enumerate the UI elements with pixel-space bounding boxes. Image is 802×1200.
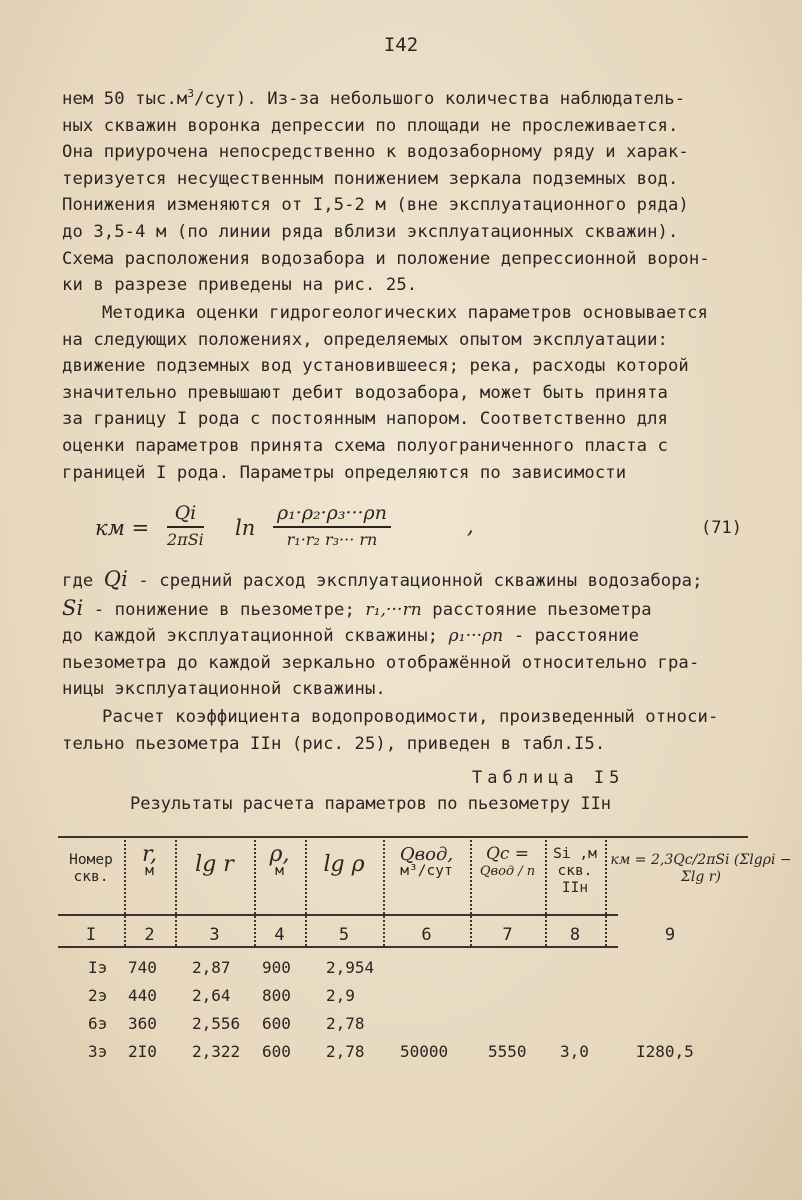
table-cell: 2,78 bbox=[326, 1014, 365, 1033]
table-cell: 360 bbox=[128, 1014, 157, 1033]
paragraph-2 bbox=[62, 300, 752, 486]
header-symbol: Qвод, bbox=[399, 844, 454, 865]
text-line: ных скважин воронка депрессии по площади не прослеживается. bbox=[62, 115, 679, 136]
index-cell: 8 bbox=[569, 925, 581, 945]
table-cell: 2,322 bbox=[192, 1042, 241, 1061]
table-top-rule bbox=[58, 836, 748, 838]
table-cell: 600 bbox=[262, 1042, 291, 1061]
text-span: до каждой эксплуатационной скважины; bbox=[62, 626, 449, 647]
index-cell: 6 bbox=[421, 925, 432, 945]
index-cell: 5 bbox=[338, 925, 350, 945]
table-cell: 6э bbox=[88, 1014, 108, 1033]
table-cell: 5550 bbox=[488, 1042, 527, 1061]
symbol-rho: ρ₁···ρn bbox=[448, 626, 504, 647]
text-span: /сут). Из-за небольшого количества наблюдатель- bbox=[194, 89, 686, 109]
index-cell: I bbox=[85, 925, 97, 945]
table-header-rule bbox=[58, 914, 618, 916]
text-line: Она приурочена непосредственно к водозаборному ряду и харак- bbox=[62, 142, 689, 163]
table-cell: 2,78 bbox=[326, 1042, 365, 1061]
superscript: 3 bbox=[187, 87, 195, 100]
formula-fraction bbox=[273, 502, 391, 549]
table-index-rule bbox=[58, 946, 618, 948]
table-cell: 2,64 bbox=[192, 986, 231, 1005]
header-unit: м³/сут bbox=[400, 863, 453, 879]
table-cell: 2,87 bbox=[192, 958, 231, 977]
paragraph-3 bbox=[62, 704, 752, 757]
table-cell: 2э bbox=[88, 986, 108, 1005]
formula-coefficient bbox=[167, 502, 204, 549]
text-line: Схема расположения водозабора и положение депрессионной ворон- bbox=[62, 248, 710, 269]
page-number: I42 bbox=[383, 34, 419, 56]
text-line: за границу I рода с постоянным напором. Соответственно для bbox=[62, 409, 668, 430]
table-cell: 2,556 bbox=[192, 1014, 241, 1033]
header-symbol: r, bbox=[141, 842, 158, 867]
header-unit: м bbox=[145, 863, 154, 879]
header-symbol: lg ρ bbox=[323, 852, 365, 877]
header-si bbox=[545, 846, 605, 897]
table-cell: 600 bbox=[262, 1014, 291, 1033]
header-symbol: Qвод / n bbox=[479, 864, 536, 879]
text-line: ки в разрезе приведены на рис. 25. bbox=[62, 275, 418, 296]
symbol-q: Qi bbox=[103, 567, 128, 591]
text-line: ницы эксплуатационной скважины. bbox=[62, 679, 386, 700]
coef-denominator: 2πSi bbox=[167, 530, 204, 549]
text-span: - понижение в пьезометре; bbox=[83, 599, 366, 620]
text-line: движение подземных вод установившееся; река, расходы которой bbox=[62, 356, 689, 377]
table-cell: 440 bbox=[128, 986, 157, 1005]
formula-denominator: r₁·r₂ r₃··· rn bbox=[286, 530, 378, 549]
index-cell: 4 bbox=[274, 925, 285, 945]
header-unit: м bbox=[275, 863, 284, 879]
table-cell: 2I0 bbox=[128, 1042, 157, 1061]
text-line: границей I рода. Параметры определяются по зависимости bbox=[62, 462, 627, 483]
text-line: Понижения изменяются от I,5-2 м (вне эксплуатационного ряда) bbox=[62, 195, 689, 216]
header-text: Номер bbox=[69, 852, 113, 868]
formula-71 bbox=[95, 502, 750, 562]
table-cell: 3э bbox=[88, 1042, 108, 1061]
header-symbol: ρ, bbox=[269, 842, 290, 867]
header-text: Si ,м bbox=[553, 846, 597, 862]
header-well-number bbox=[58, 852, 124, 886]
formula-numerator: ρ₁·ρ₂·ρ₃···ρn bbox=[273, 502, 391, 528]
text-line: на следующих положениях, определяемых опытом эксплуатации: bbox=[62, 329, 668, 350]
text-line: теризуется несущественным понижением зеркала подземных вод. bbox=[62, 168, 679, 189]
formula-ln: ln bbox=[235, 516, 256, 540]
header-rho bbox=[254, 842, 305, 880]
index-cell: 2 bbox=[144, 925, 155, 945]
header-lg-r bbox=[175, 852, 254, 877]
equation-number: (71) bbox=[701, 518, 742, 538]
index-cell: 7 bbox=[502, 925, 513, 945]
text-line: Расчет коэффициента водопроводимости, произведенный относи- bbox=[102, 707, 719, 727]
table-caption: Результаты расчета параметров по пьезометру IIн bbox=[130, 794, 612, 814]
index-cell: 9 bbox=[664, 925, 676, 945]
table-cell: 740 bbox=[128, 958, 157, 977]
symbol-s: Si bbox=[62, 595, 84, 620]
header-text: IIн bbox=[561, 880, 589, 896]
header-qc bbox=[470, 846, 545, 880]
text-line bbox=[62, 86, 752, 113]
text-line: до 3,5-4 м (по линии ряда вблизи эксплуатационных скважин). bbox=[62, 221, 679, 242]
text-line bbox=[62, 623, 752, 650]
header-lg-rho bbox=[305, 852, 383, 877]
text-span: расстояние пьезометра bbox=[421, 599, 652, 620]
text-line: Методика оценки гидрогеологических параметров основывается bbox=[102, 303, 708, 323]
table-cell: I280,5 bbox=[636, 1042, 694, 1061]
paragraph-1 bbox=[62, 86, 752, 299]
formula-comma: , bbox=[467, 514, 474, 538]
table-cell: 800 bbox=[262, 986, 291, 1005]
text-line bbox=[62, 566, 752, 595]
header-q-water bbox=[383, 846, 470, 880]
text-line: значительно превышают дебит водозабора, может быть принята bbox=[62, 382, 668, 403]
text-line: оценки параметров принята схема полуограниченного пласта с bbox=[62, 435, 668, 456]
text-line bbox=[62, 595, 752, 624]
symbol-r: r₁,···rn bbox=[365, 599, 422, 620]
formula-lhs: км = bbox=[95, 516, 150, 540]
text-span: - средний расход эксплуатационной скважины водозабора; bbox=[127, 571, 703, 591]
header-km-formula: км = 2,3Qc/2πSi (Σlgρi − Σlg r) bbox=[610, 852, 792, 885]
where-clause bbox=[62, 566, 752, 703]
header-r bbox=[124, 842, 175, 880]
header-symbol: lg r bbox=[195, 852, 234, 877]
text-span: - расстояние bbox=[503, 626, 640, 647]
text-span: где bbox=[62, 571, 104, 591]
header-text: скв. bbox=[73, 869, 109, 885]
table-title: Таблица I5 bbox=[472, 768, 625, 788]
table-cell: 50000 bbox=[400, 1042, 449, 1061]
table-cell: 2,954 bbox=[326, 958, 375, 977]
text-line: тельно пьезометра IIн (рис. 25), приведен в табл.I5. bbox=[62, 733, 606, 754]
coef-numerator: Qi bbox=[167, 502, 204, 528]
text-span: нем 50 тыс.м bbox=[62, 89, 188, 109]
header-text: скв. bbox=[557, 863, 593, 879]
header-symbol: Qc = bbox=[485, 844, 530, 864]
index-cell: 3 bbox=[209, 925, 220, 945]
table-cell: 3,0 bbox=[560, 1042, 589, 1061]
table-cell: 2,9 bbox=[326, 986, 355, 1005]
text-line: пьезометра до каждой зеркально отображённой относительно гра- bbox=[62, 652, 700, 673]
table-cell: 900 bbox=[262, 958, 291, 977]
table-cell: Iэ bbox=[88, 958, 108, 977]
